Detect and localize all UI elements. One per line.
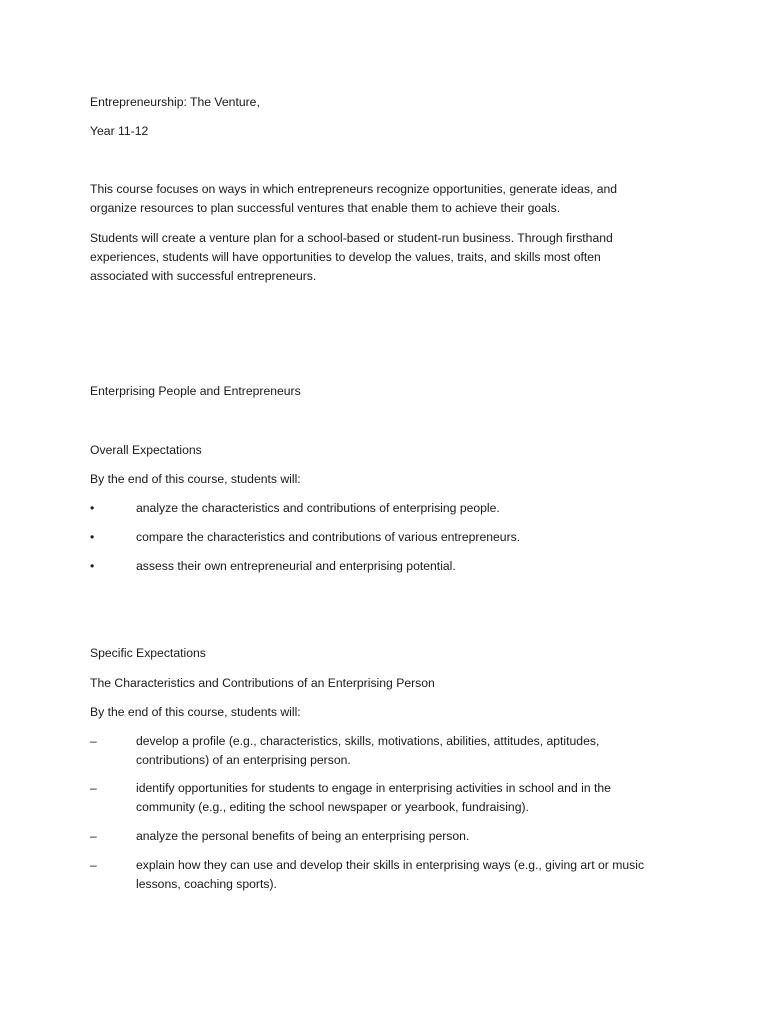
overall-expectation-text: assess their own entrepreneurial and enterprising potential. (136, 559, 456, 573)
specific-expectations-lead: By the end of this course, students will: (90, 705, 301, 719)
specific-expectation-text: explain how they can use and develop their skills in enterprising ways (e.g., giving art or music lessons, coaching sports). (136, 858, 645, 891)
dash-marker: – (90, 734, 97, 748)
specific-expectation-text: develop a profile (e.g., characteristics, skills, motivations, abilities, attitudes, aptitudes, contributions) of an enterprising person. (136, 734, 600, 767)
overall-expectation-item (90, 528, 690, 547)
specific-expectations-subheading: The Characteristics and Contributions of an Enterprising Person (90, 676, 435, 690)
course-title: Entrepreneurship: The Venture, (90, 95, 260, 109)
strand-title: Enterprising People and Entrepreneurs (90, 384, 301, 398)
specific-expectation-text: identify opportunities for students to engage in enterprising activities in school and in the community (e.g., editing the school newspaper or yearbook, fundraising). (136, 781, 611, 814)
intro-paragraph-1: This course focuses on ways in which entrepreneurs recognize opportunities, generate ideas, and organize resources to plan successful ventures that enable them to achieve their goals. (90, 182, 618, 215)
specific-expectation-item (90, 856, 690, 894)
overall-expectation-text: analyze the characteristics and contributions of enterprising people. (136, 501, 500, 515)
overall-expectation-item (90, 557, 690, 576)
dash-marker: – (90, 829, 97, 843)
specific-expectation-item (90, 779, 690, 817)
bullet-marker: • (90, 530, 95, 544)
intro-paragraph-2: Students will create a venture plan for a school-based or student-run business. Through firsthand experiences, students will have opportunities to develop the values, traits, and skills most often associated with successful entrepreneurs. (90, 231, 613, 283)
overall-expectation-item (90, 499, 690, 518)
course-grade: Year 11-12 (90, 124, 149, 138)
specific-expectation-item (90, 827, 690, 846)
overall-expectations-lead: By the end of this course, students will: (90, 472, 301, 486)
specific-expectations-heading: Specific Expectations (90, 646, 206, 660)
bullet-marker: • (90, 501, 95, 515)
dash-marker: – (90, 781, 97, 795)
overall-expectation-text: compare the characteristics and contributions of various entrepreneurs. (136, 530, 521, 544)
dash-marker: – (90, 858, 97, 872)
specific-expectation-text: analyze the personal benefits of being an enterprising person. (136, 829, 470, 843)
bullet-marker: • (90, 559, 95, 573)
specific-expectation-item (90, 732, 690, 770)
overall-expectations-heading: Overall Expectations (90, 443, 202, 457)
